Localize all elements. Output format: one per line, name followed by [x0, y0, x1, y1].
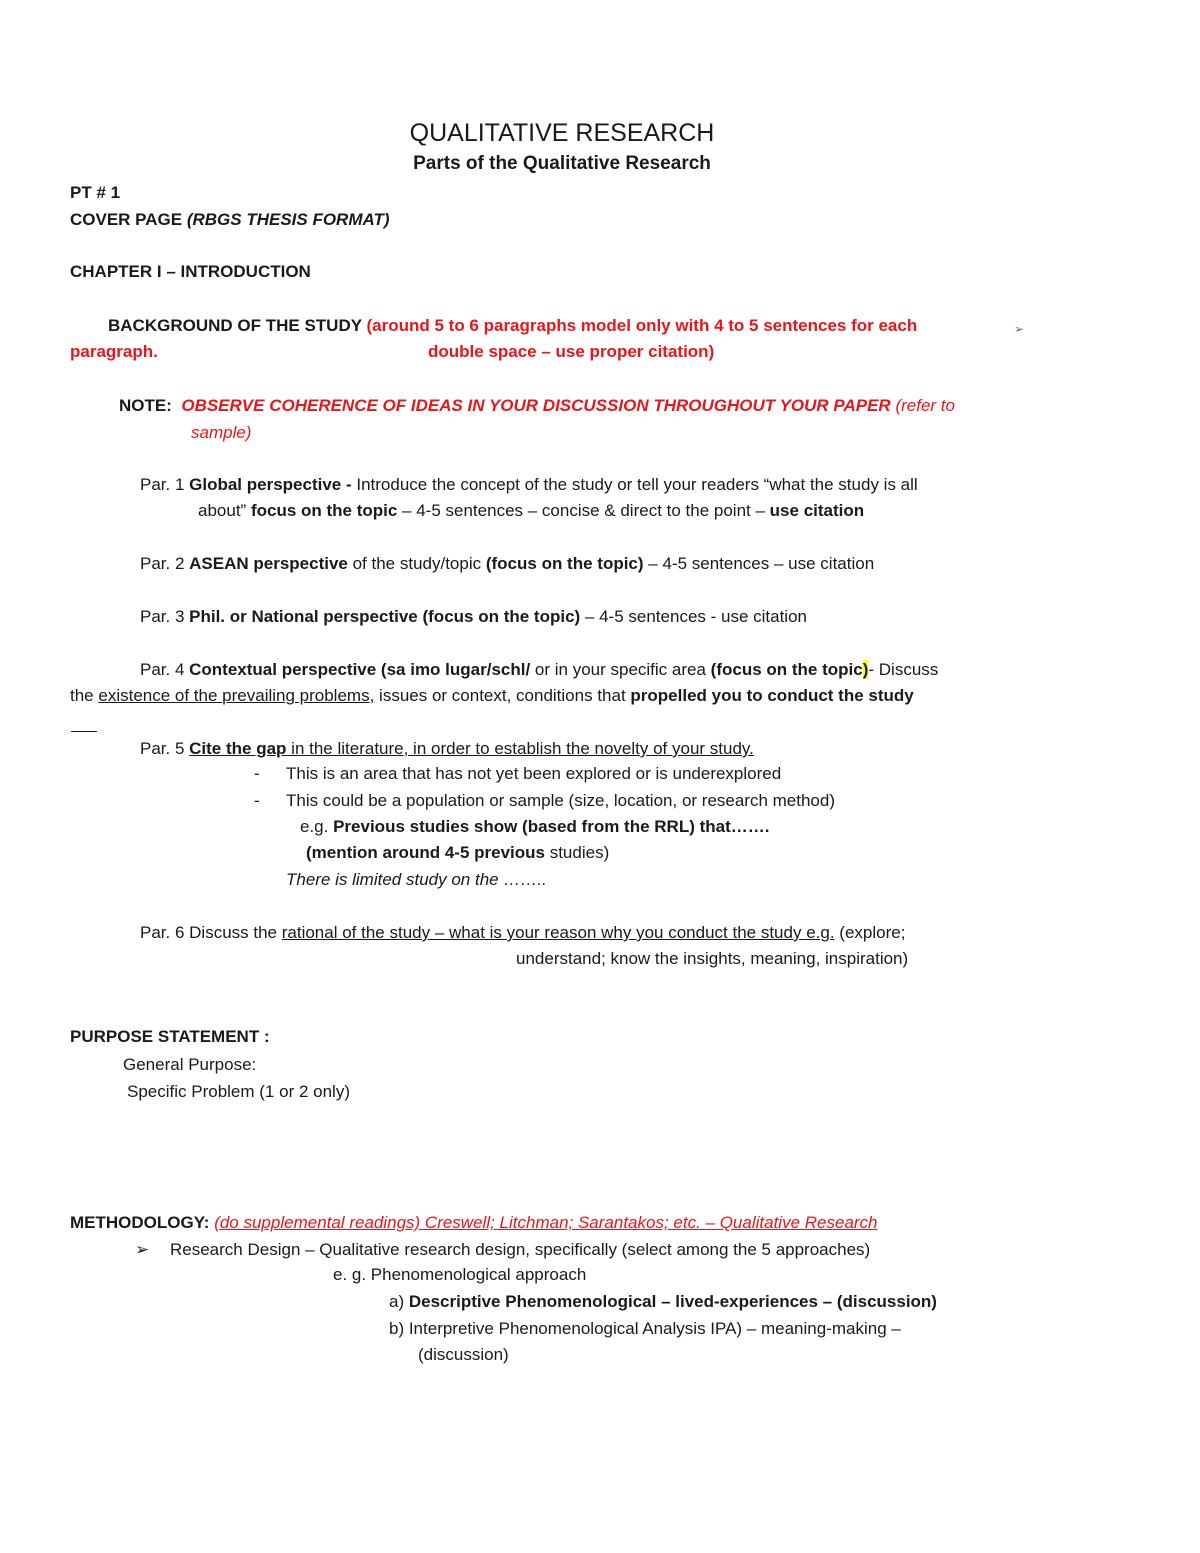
methodology-line [70, 1212, 878, 1234]
par4-line2d: prevailing problems, [222, 686, 375, 705]
purpose-heading: PURPOSE STATEMENT : [70, 1027, 270, 1046]
arrow-bullet-icon: ➢ [1014, 322, 1025, 336]
cover-page-line [70, 209, 390, 231]
background-heading: BACKGROUND OF THE STUDY [108, 316, 367, 335]
research-design-bullet-icon: ➢ [135, 1240, 150, 1259]
approach-a [389, 1291, 937, 1313]
doc-title: QUALITATIVE RESEARCH [409, 119, 715, 147]
par1-line2a: about” [198, 501, 251, 520]
par6-text: Discuss the [189, 923, 282, 942]
note-label: NOTE: [119, 396, 172, 415]
par2-number: Par. 2 [140, 554, 190, 573]
par1-line2d: use citation [769, 501, 865, 520]
specific-problem: Specific Problem (1 or 2 only) [127, 1082, 350, 1101]
par4-bold2: (focus on the topic [710, 660, 863, 679]
par4-text2: - Discuss [868, 660, 939, 679]
research-design: Research Design – Qualitative research design, specifically (select among the 5 approaches) [170, 1240, 871, 1259]
par1-bold: Global perspective - [189, 475, 357, 494]
par5-mention-bold: (mention around 4-5 previous [306, 843, 545, 862]
par2-text: of the study/topic [347, 554, 486, 573]
par5-bold: Cite the gap [189, 739, 287, 758]
par3-line [140, 606, 807, 628]
par4-highlight: ) [862, 660, 869, 679]
par4-line-2 [70, 685, 914, 707]
par5-bullet-2-dash: - [254, 791, 260, 810]
par4-line2e: issues or context, conditions that [374, 686, 631, 705]
doc-subtitle: Parts of the Qualitative Research [413, 153, 711, 174]
par4-line-1 [140, 659, 938, 681]
note-line-1 [119, 395, 955, 417]
par4-line2b: existence of the [98, 686, 223, 705]
note-text: OBSERVE COHERENCE OF IDEAS IN YOUR DISCUSSION THROUGHOUT YOUR PAPER [181, 396, 891, 415]
par3-number: Par. 3 [140, 607, 190, 626]
par1-text: Introduce the concept of the study or tell your readers “what the study is all [356, 475, 918, 494]
par5-mention [306, 842, 609, 864]
background-note-2a: paragraph. [70, 342, 158, 361]
approach-a-label: a) [389, 1292, 409, 1311]
chapter-heading: CHAPTER I – INTRODUCTION [70, 262, 311, 281]
approach-b: b) Interpretive Phenomenological Analysis IPA) – meaning-making – [389, 1319, 901, 1338]
par4-line2a: the [70, 686, 99, 705]
par6-line-1 [140, 922, 905, 944]
par2-line [140, 553, 874, 575]
blank-underline [71, 731, 97, 732]
general-purpose: General Purpose: [123, 1055, 257, 1074]
par5-line-1 [140, 738, 754, 760]
par5-bullet-1-dash: - [254, 764, 260, 783]
methodology-heading: METHODOLOGY: [70, 1213, 210, 1232]
par2-bold: ASEAN perspective [189, 554, 348, 573]
note-ref-2: sample) [191, 423, 252, 442]
par4-line2f: propelled you to conduct the study [630, 686, 914, 705]
par5-bullet-1: This is an area that has not yet been explored or is underexplored [286, 764, 782, 783]
par6-line-2: understand; know the insights, meaning, inspiration) [516, 949, 909, 968]
note-ref-1: (refer to [890, 396, 955, 415]
methodology-note: (do supplemental readings) Creswell; Litchman; Sarantakos; etc. – Qualitative Research [214, 1213, 878, 1232]
cover-page-label: COVER PAGE [70, 210, 187, 229]
par2-bold2: (focus on the topic) [485, 554, 644, 573]
par1-line2b: focus on the topic [250, 501, 398, 520]
par1-line2c: – 4-5 sentences – concise & direct to the point – [397, 501, 770, 520]
par5-eg-text: Previous studies show (based from the RRL) that……. [333, 817, 770, 836]
par1-number: Par. 1 [140, 475, 190, 494]
background-note-1: (around 5 to 6 paragraphs model only with 4 to 5 sentences for each [366, 316, 918, 335]
par4-bold: Contextual perspective (sa imo lugar/schl/ [189, 660, 531, 679]
par5-number: Par. 5 [140, 739, 190, 758]
par5-eg-label: e.g. [300, 817, 334, 836]
cover-page-format: (RBGS THESIS FORMAT) [186, 210, 390, 229]
par5-bullet-2: This could be a population or sample (size, location, or research method) [286, 791, 836, 810]
background-line-1 [108, 315, 917, 337]
par3-text: – 4-5 sentences - use citation [580, 607, 807, 626]
par3-bold: Phil. or National perspective (focus on the topic) [189, 607, 581, 626]
par5-limited: There is limited study on the …….. [286, 870, 547, 889]
par2-text2: – 4-5 sentences – use citation [643, 554, 875, 573]
par4-number: Par. 4 [140, 660, 190, 679]
par1-line-2 [198, 500, 864, 522]
pt-number: PT # 1 [70, 183, 121, 202]
par6-number: Par. 6 [140, 923, 190, 942]
par6-text2: (explore; [834, 923, 906, 942]
background-note-2b: double space – use proper citation) [428, 342, 715, 361]
approach-b-continued: (discussion) [418, 1345, 509, 1364]
par5-mention-text: studies) [544, 843, 610, 862]
approach-a-text: Descriptive Phenomenological – lived-experiences – (discussion) [408, 1292, 937, 1311]
par5-text: in the literature, in order to establish the novelty of your study. [286, 739, 754, 758]
par5-example [300, 816, 769, 838]
phenomenological-example: e. g. Phenomenological approach [333, 1265, 587, 1284]
par4-text: or in your specific area [530, 660, 711, 679]
par1-line-1 [140, 474, 918, 496]
par6-underlined: rational of the study – what is your reason why you conduct the study e.g. [281, 923, 835, 942]
